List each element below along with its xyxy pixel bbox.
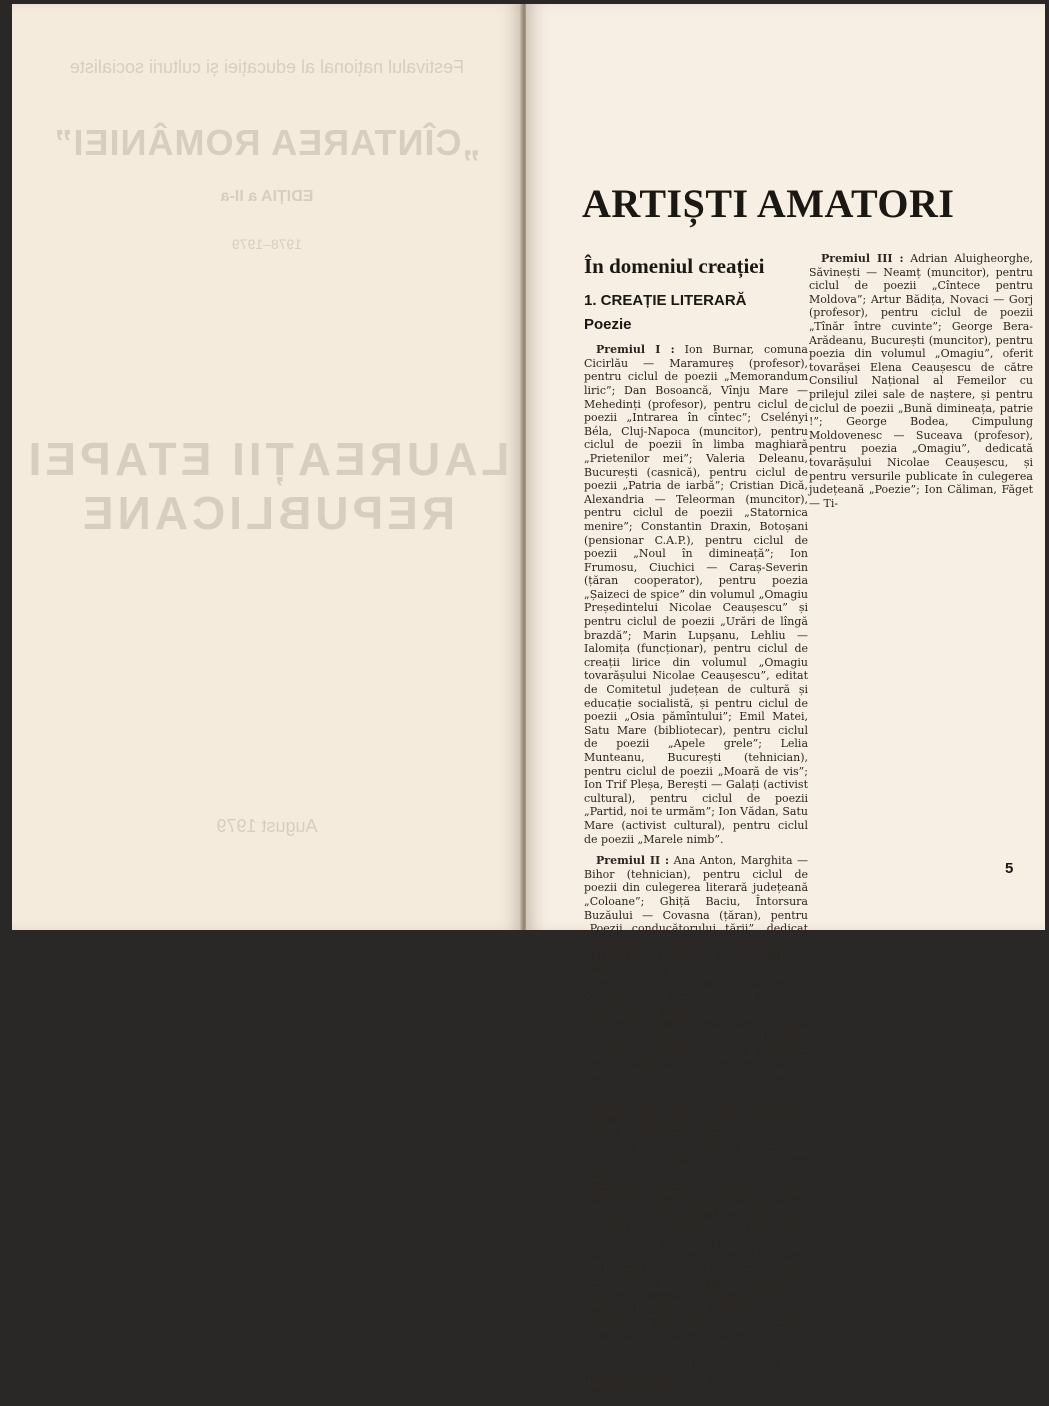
right-page [526,4,1045,1398]
prize-text-3: Adrian Aluigheorghe, Săvinești — Neamț (muncitor), pentru ciclul de poezii „Cîntece pentru Moldova”; Artur Bădița, Novaci — Gorj (profesor), pentru ciclul de poezii „Tînăr între cuvinte”; George Bera-Arădeanu, București (muncitor), pentru poezia din volumul „Omagiu”, oferit tovarășei Elena Ceaușescu de către Consiliul Național al Femeilor cu prilejul zilei sale de naștere, și pentru ciclul de poezii „Bună dimineața, patrie !”; George Bodea, Cimpulung Moldovenesc — Suceava (profesor), pentru poezia „Omagiu”, dedicată tovarășului Nicolae Ceaușescu, și pentru versurile publicate în culegerea județeană „Poezie”; Ion Căliman, Făget — Ti- [809,252,1033,510]
prize-text-2: Ana Anton, Marghita — Bihor (tehnician), pentru ciclul de poezii din culegerea literară județeană „Coloane”; Ghiță Baciu, Întorsura Buzăului — Covasna (țăran), pentru „Poezii conducătorului țării”, dedicat tovarășului Nicolae Ceaușescu la aniversarea a 60 de ani de viață, și pentru poezia din volumul „Omagiu Președintelui Nicolae Ceaușescu”; Octavian Berindei, București (tehnician), pentru ciclul de poezii „Cuvintele prind forma inimii”; Bajna György, Gheorghieni — Harghita (muncitor), pentru ciclul de poezii în limba maghiară „Către dimineață”; Ioan Bran, Satu Mare (muncitor pensionar), pentru ciclul de poezii „Deosebitele iubiri” din culegerea literară județeană „Versuri”; Gellu Dorian, Botoșani (profesor), pentru ciclul de poezii „Liniștea neliniștii”; Kocsis Francisko, Tîrgu Mureș (muncitor), pentru ciclul de poezii „Diminețile patriei”; Elisabeta Novac, Călinești — Argeș (profesoară), pentru ciclul de poezii „Lîngă numele țării”; Mariana Pândaru, Hunedoara (tehnician), pentru placheta „Macii pămîntului”; Nicolae Sirius, Lehliu-gară — Ialomița (muncitor), pentru poeziile din volumul „Omagiu tovarășului Nicolae Ceaușescu” și pentru ciclul de poezii „Drumuri în rădăcini”; Victor Teișanu, Darabani — Botoșani (bibliotecar), pentru placheta „Viața într-o frunză”; George Manolache Vrânceanu, Odorheiu Secuiesc — Harghita (profesor) pentru ciclul de poezii „Osmoză”. [584,854,808,1398]
bleed-date: August 1979 [216,816,318,836]
prize-label-1: Premiul I : [596,343,675,357]
bleed-years: 1978–1979 [231,236,303,252]
page-number: 5 [1005,860,1014,877]
subtitle: În domeniul creației [584,254,765,278]
bleed-organizer: Festivalul național al educației și culturii socialiste [69,57,465,77]
page-title: ARTIȘTI AMATORI [582,181,955,226]
prize-label-2: Premiul II : [596,854,670,868]
text-column-right [809,252,1033,518]
bleed-festival-name: „CÎNTAREA ROMÂNIEI” [53,122,481,163]
prize-label-3: Premiul III : [821,252,904,265]
text-column-left [584,252,808,1406]
prize-paragraph-2 [584,854,808,1398]
prize-paragraph-3 [809,252,1033,510]
section-title: 1. CREAȚIE LITERARĂ [584,292,747,309]
prize-paragraph-1 [584,343,808,846]
left-page [12,4,522,930]
subsection-title: Poezie [584,315,632,333]
bleed-laureati: LAUREAȚII ETAPEI REPUBLICANE [24,433,510,539]
prize-text-1: Ion Burnar, comuna Cicirlău — Maramureș (profesor), pentru ciclul de poezii „Memorandum liric”; Dan Bosoancă, Vînju Mare — Mehedinți (profesor), pentru ciclul de poezii „Intrarea în cîntec”; Cselényi Béla, Cluj-Napoca (muncitor), pentru ciclul de poezii în limba maghiară „Prietenilor mei”; Valeria Deleanu, București (casnică), pentru ciclul de poezii „Patria de iarbă”; Cristian Dică, Alexandria — Teleorman (muncitor), pentru ciclul de poezii „Statornica menire”; Constantin Draxin, Botoșani (pensionar C.A.P.), pentru ciclul de poezii „Noul în dimineață”; Ion Frumosu, Ciuchici — Caraș-Severin (țăran cooperator), pentru poezia „Șaizeci de spice” din volumul „Omagiu Președintelui Nicolae Ceaușescu” și pentru ciclul de poezii „Urări de lîngă brazdă”; Marin Lupșanu, Lehliu — Ialomița (funcționar), pentru ciclul de creații lirice din volumul „Omagiu tovarășului Nicolae Ceaușescu”, editat de Comitetul județean de cultură și educație socialistă, și pentru ciclul de poezii „Osia pămîntului”; Emil Matei, Satu Mare (bibliotecar), pentru ciclul de poezii „Apele grele”; Lelia Munteanu, București (tehnician), pentru ciclul de poezii „Moară de vis”; Ion Trif Pleșa, Berești — Galați (activist cultural), pentru ciclul de poezii „Partid, noi te urmăm”; Ion Vădan, Satu Mare (activist cultural), pentru ciclul de poezii „Marele nimb”. [584,343,808,846]
bleed-edition: EDIȚIA a II-a [220,188,314,205]
bleed-through-text [12,4,522,930]
